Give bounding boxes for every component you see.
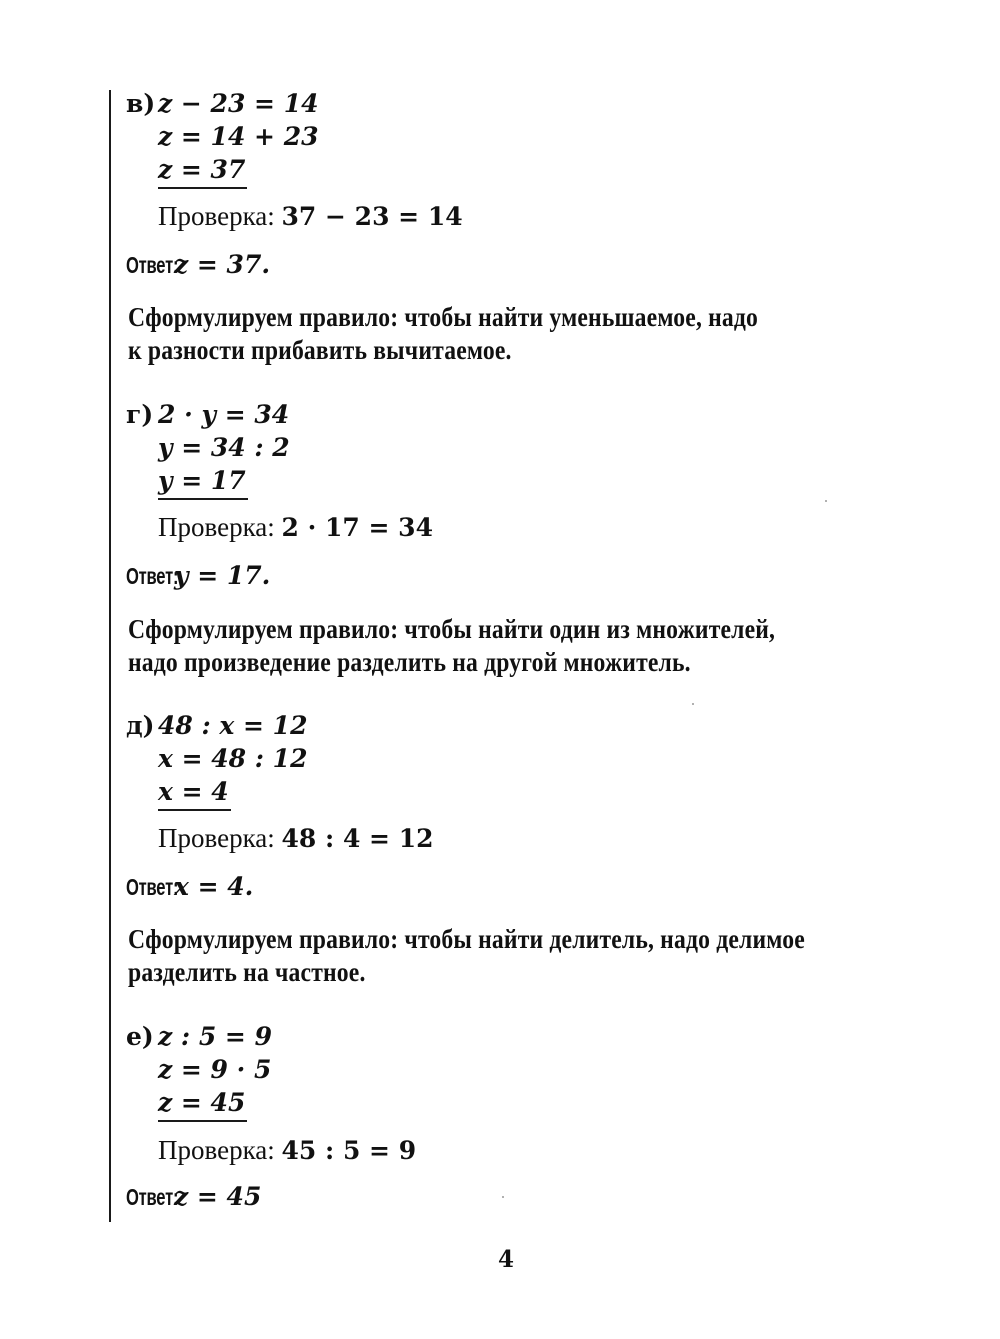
scan-speck bbox=[825, 500, 827, 502]
problem-label: г) bbox=[126, 400, 154, 429]
equation: z : 5 = 9 bbox=[158, 1022, 272, 1051]
problem-label: в) bbox=[126, 89, 156, 118]
answer-label: Ответ: bbox=[126, 874, 179, 900]
check-label: Проверка: bbox=[158, 1135, 275, 1165]
solution-step: y = 34 : 2 bbox=[158, 433, 290, 462]
solution-result bbox=[158, 777, 231, 811]
check-line bbox=[158, 823, 434, 854]
answer-value: x = 4. bbox=[174, 872, 254, 901]
solution-result bbox=[158, 155, 247, 189]
check-expression: 37 − 23 = 14 bbox=[281, 202, 463, 231]
solution-result bbox=[158, 466, 248, 500]
problem-label: д) bbox=[126, 711, 155, 740]
rule-line-1: Сформулируем правило: чтобы найти уменьшаемое, надо bbox=[128, 301, 759, 332]
equation-line bbox=[126, 711, 307, 741]
equation: z − 23 = 14 bbox=[158, 89, 319, 118]
scan-speck bbox=[502, 1196, 504, 1198]
equation-line bbox=[126, 400, 289, 430]
answer-label: Ответ: bbox=[126, 563, 179, 589]
answer-label: Ответ: bbox=[126, 252, 179, 278]
scan-speck bbox=[692, 703, 694, 705]
solution-step: z = 14 + 23 bbox=[158, 122, 319, 151]
equation: 2 · y = 34 bbox=[158, 400, 290, 429]
answer-line bbox=[126, 872, 253, 902]
answer-value: z = 45 bbox=[174, 1182, 262, 1211]
check-expression: 45 : 5 = 9 bbox=[281, 1136, 417, 1165]
rule-line-2: разделить на частное. bbox=[128, 956, 366, 987]
check-expression: 48 : 4 = 12 bbox=[281, 824, 434, 853]
solution-result bbox=[158, 1088, 247, 1122]
solution-step: x = 48 : 12 bbox=[158, 744, 308, 773]
check-line bbox=[158, 1135, 416, 1166]
underlined-result: x = 4 bbox=[158, 777, 231, 811]
rule-line-1: Сформулируем правило: чтобы найти делитель, надо делимое bbox=[128, 923, 805, 954]
check-label: Проверка: bbox=[158, 201, 275, 231]
page-number: 4 bbox=[498, 1246, 515, 1273]
check-line bbox=[158, 201, 463, 232]
rule-line-2: к разности прибавить вычитаемое. bbox=[128, 334, 512, 365]
check-label: Проверка: bbox=[158, 823, 275, 853]
answer-line bbox=[126, 1182, 261, 1212]
underlined-result: y = 17 bbox=[158, 466, 248, 500]
equation-line bbox=[126, 89, 319, 119]
rule-line-2: надо произведение разделить на другой множитель. bbox=[128, 646, 691, 677]
answer-value: y = 17. bbox=[174, 561, 271, 590]
rule-line-1: Сформулируем правило: чтобы найти один из множителей, bbox=[128, 613, 776, 644]
answer-label: Ответ: bbox=[126, 1184, 179, 1210]
margin-rule bbox=[109, 90, 111, 1222]
answer-line bbox=[126, 561, 270, 591]
answer-line bbox=[126, 250, 270, 280]
answer-value: z = 37. bbox=[174, 250, 271, 279]
equation: 48 : x = 12 bbox=[158, 711, 308, 740]
underlined-result: z = 45 bbox=[158, 1088, 247, 1122]
underlined-result: z = 37 bbox=[158, 155, 247, 189]
solution-step: z = 9 · 5 bbox=[158, 1055, 272, 1084]
check-label: Проверка: bbox=[158, 512, 275, 542]
check-line bbox=[158, 512, 433, 543]
problem-label: е) bbox=[126, 1022, 154, 1051]
check-expression: 2 · 17 = 34 bbox=[281, 513, 433, 542]
equation-line bbox=[126, 1022, 272, 1052]
